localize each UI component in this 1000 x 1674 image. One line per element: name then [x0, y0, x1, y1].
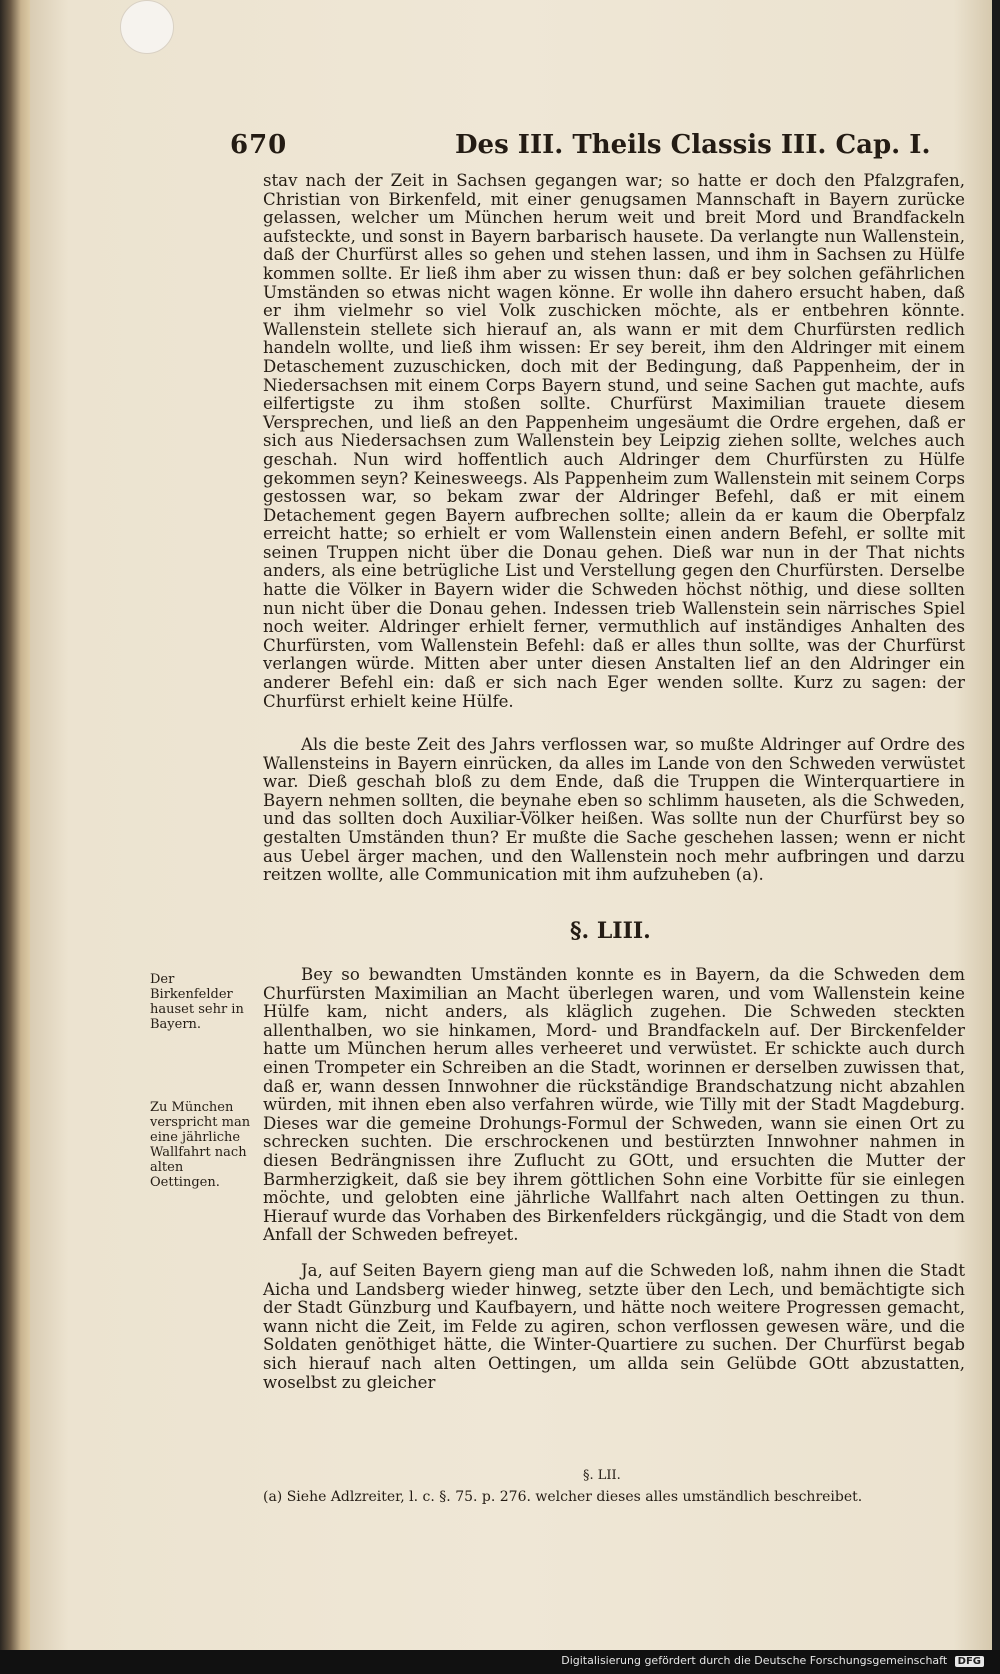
paragraph-2: [263, 736, 965, 885]
funding-credit: [561, 1654, 984, 1667]
book-binding-edge: [0, 0, 30, 1674]
margin-note-wallfahrt: Zu München verspricht man eine jährliche Wallfahrt nach alten Oettingen.: [150, 1100, 251, 1190]
paragraph-text: Bey so bewandten Umständen konnte es in Bayern, da die Schweden dem Churfürsten Maximilian an Macht überlegen waren, und vom Wallenstein keine Hülfe kam, nicht anders, als kläglich zugehen. Die Schweden steckten allenthalben, wo sie hinkamen, Mord- und Brandfackeln auf. Der Birckenfelder hatte um München herum alles verheeret und verwüstet. Er schickte auch durch einen Trompeter ein Schreiben an die Stadt, worinnen er derselben zuwissen that, daß er, wann dessen Innwohner die rückständige Brandschatzung nicht abzahlen würden, mit ihnen eben also verfahren würde, wie Tilly mit der Stadt Magdeburg. Dieses war die gemeine Drohungs-Formul der Schweden, wann sie einen Ort zu schrecken suchten. Die erschrockenen und bestürzten Innwohner nahmen in diesen Bedrängnissen ihre Zuflucht zu GOtt, und ersuchten die Mutter der Barmherzigkeit, daß sie bey ihrem göttlichen Sohn eine Vorbitte für sie einlegen möchte, und gelobten eine jährliche Wallfahrt nach alten Oettingen zu thun. Hierauf wurde das Vorhaben des Birkenfelders rückgängig, und die Stadt von dem Anfall der Schweden befreyet.: [263, 965, 965, 1245]
running-head: Des III. Theils Classis III. Cap. I.: [455, 130, 931, 160]
book-page: [30, 0, 992, 1650]
paragraph-4: [263, 1262, 965, 1392]
credit-text: Digitalisierung gefördert durch die Deutsche Forschungsgemeinschaft: [561, 1654, 948, 1667]
page-clip-mark: [120, 0, 174, 54]
footnote: (a) Siehe Adlzreiter, l. c. §. 75. p. 276. welcher dieses alles umständlich beschreibet.: [263, 1489, 863, 1505]
dfg-logo-icon: DFG: [955, 1656, 984, 1667]
paragraph-3: [263, 966, 965, 1245]
paragraph-1: [263, 172, 965, 711]
paragraph-text: Als die beste Zeit des Jahrs verflossen war, so mußte Aldringer auf Ordre des Wallensteins in Bayern einrücken, da alles im Lande von den Schweden verwüstet war. Dieß geschah bloß zu dem Ende, daß die Truppen die Winterquartiere in Bayern nehmen sollten, die beynahe eben so schlimm hauseten, als die Schweden, und das sollten doch Auxiliar-Völker heißen. Was sollte nun der Churfürst bey so gestalten Umständen thun? Er mußte die Sache geschehen lassen; wenn er nicht aus Uebel ärger machen, und den Wallenstein noch mehr aufbringen und darzu reitzen wollte, alle Communication mit ihm aufzuheben (a).: [263, 735, 965, 885]
page-number: 670: [230, 130, 288, 160]
section-title: §. LIII.: [570, 918, 651, 944]
signature-mark: §. LII.: [583, 1468, 621, 1483]
paragraph-text: Ja, auf Seiten Bayern gieng man auf die Schweden loß, nahm ihnen die Stadt Aicha und Landsberg wieder hinweg, setzte über den Lech, und bemächtigte sich der Stadt Günzburg und Kaufbayern, und hätte noch weitere Progressen gemacht, wann nicht die Zeit, im Felde zu agiren, schon verflossen gewesen wäre, und die Soldaten genöthiget hätte, die Winter-Quartiere zu suchen. Der Churfürst begab sich hierauf nach alten Oettingen, um allda sein Gelübde GOtt abzustatten, woselbst zu gleicher: [263, 1261, 965, 1392]
paragraph-text: stav nach der Zeit in Sachsen gegangen war; so hatte er doch den Pfalzgrafen, Christian von Birkenfeld, mit einer genugsamen Mannschaft in Bayern zurücke gelassen, welcher um München herum weit und breit Mord und Brandfackeln aufsteckte, und sonst in Bayern barbarisch hausete. Da verlangte nun Wallenstein, daß der Churfürst alles so gehen und stehen lassen, und ihm in Sachsen zu Hülfe kommen sollte. Er ließ ihm aber zu wissen thun: daß er bey solchen gefährlichen Umständen so etwas nicht wagen könne. Er wolle ihn dahero ersucht haben, daß er ihm vielmehr so viel Volk zuschicken möchte, als er entbehren könnte. Wallenstein stellete sich hierauf an, als wann er mit dem Churfürsten redlich handeln wollte, und ließ ihm wissen: Er sey bereit, ihm den Aldringer mit einem Detaschement zuzuschicken, doch mit der Bedingung, daß Pappenheim, der in Niedersachsen mit einem Corps Bayern stund, und seine Sachen gut machte, aufs eilfertigste zu ihm stoßen sollte. Churfürst Maximilian trauete diesem Versprechen, und ließ an den Pappenheim ungesäumt die Ordre ergehen, daß er sich aus Niedersachsen zum Wallenstein bey Leipzig ziehen sollte, welches auch geschah. Nun wird hoffentlich auch Aldringer dem Churfürsten zu Hülfe gekommen seyn? Keinesweegs. Als Pappenheim zum Wallenstein mit seinem Corps gestossen war, so bekam zwar der Aldringer Befehl, daß er mit einem Detachement gegen Bayern aufbrechen sollte; allein da er kaum die Oberpfalz erreicht hatte; so erhielt er vom Wallenstein einen andern Befehl, er sollte mit seinen Truppen nicht über die Donau gehen. Dieß war nun in der That nichts anders, als eine betrügliche List und Verstellung gegen den Churfürsten. Derselbe hatte die Völker in Bayern wider die Schweden höchst nöthig, und diese sollten nun nicht über die Donau gehen. Indessen trieb Wallenstein sein närrisches Spiel noch weiter. Aldringer erhielt ferner, vermuthlich auf inständiges Anhalten des Churfürsten, vom Wallenstein Befehl: daß er alles thun sollte, was der Churfürst verlangen würde. Mitten aber unter diesen Anstalten lief an den Aldringer ein anderer Befehl ein: daß er sich nach Eger wenden sollte. Kurz zu sagen: der Churfürst erhielt keine Hülfe.: [263, 171, 965, 711]
page-header: [230, 130, 970, 170]
margin-note-birkenfelder: Der Birkenfelder hauset sehr in Bayern.: [150, 972, 244, 1032]
